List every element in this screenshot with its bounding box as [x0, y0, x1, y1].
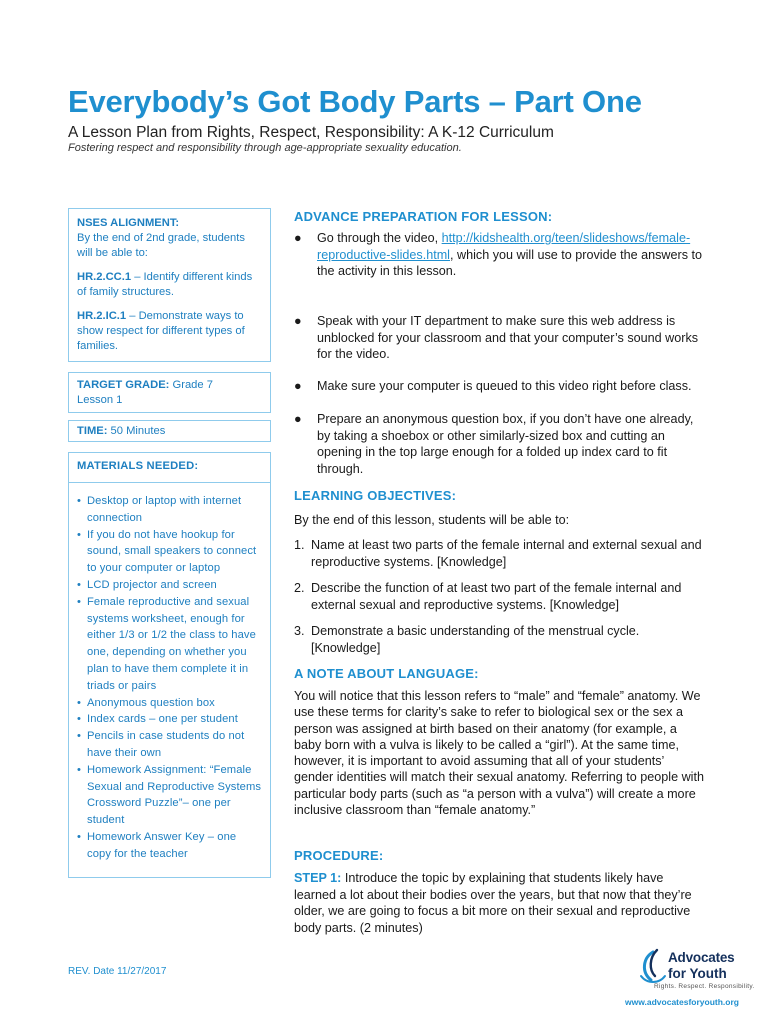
materials-item: • Female reproductive and sexual systems worksheet, enough for either 1/3 or 1/2 the class to have one, depending on whether you plan to have them complete it in triads or pairs [77, 594, 262, 695]
standard-text: – Demonstrate ways to show respect for different types of families. [77, 310, 245, 352]
logo-name: for Youth [668, 966, 727, 981]
objectives-heading: LEARNING OBJECTIVES: [294, 488, 457, 503]
advance-item [294, 411, 704, 477]
materials-list [77, 493, 262, 863]
objective-number: 3. [294, 624, 305, 638]
step-text: Introduce the topic by explaining that students likely have learned a lot about their bodies over the years, but that now that they’re older, we are going to focus a bit more on their sexual and reproductive body parts. (2 minutes) [294, 871, 692, 935]
materials-item: • Desktop or laptop with internet connection [77, 493, 262, 527]
nses-standard [77, 309, 262, 354]
materials-item: • Anonymous question box [77, 695, 262, 712]
advance-item-text: Go through the video, [317, 231, 442, 245]
language-heading: A NOTE ABOUT LANGUAGE: [294, 666, 479, 681]
time-value: 50 Minutes [107, 425, 166, 437]
advance-prep-heading: ADVANCE PREPARATION FOR LESSON: [294, 209, 553, 224]
materials-item: • Homework Answer Key – one copy for the teacher [77, 829, 262, 863]
objective-item [294, 623, 704, 656]
materials-box [68, 452, 271, 878]
standard-code: HR.2.IC.1 [77, 310, 127, 322]
objective-text: Describe the function of at least two part of the female internal and external sexual and reproductive systems. [Knowledge] [311, 581, 682, 612]
materials-item: • LCD projector and screen [77, 577, 262, 594]
objective-item [294, 537, 704, 570]
advance-item [294, 230, 704, 280]
nses-label: NSES ALIGNMENT: [77, 217, 180, 229]
bullet-icon: ● [294, 314, 302, 328]
lesson-number: Lesson 1 [77, 394, 123, 406]
time-box [68, 420, 271, 442]
target-grade-value: Grade 7 [169, 379, 213, 391]
page-subtitle: A Lesson Plan from Rights, Respect, Responsibility: A K-12 Curriculum [68, 124, 554, 141]
procedure-heading: PROCEDURE: [294, 848, 384, 863]
advance-item [294, 313, 704, 363]
logo-url: www.advocatesforyouth.org [625, 997, 739, 1007]
logo-name: Advocates [668, 950, 735, 965]
nses-standard [77, 270, 262, 300]
objective-item [294, 580, 704, 613]
standard-code: HR.2.CC.1 [77, 271, 132, 283]
bullet-icon: ● [294, 412, 302, 426]
time-label: TIME: [77, 425, 108, 437]
target-grade-box [68, 372, 271, 413]
objective-text: Name at least two parts of the female internal and external sexual and reproductive systems. [Knowledge] [311, 538, 702, 569]
target-grade-label: TARGET GRADE: [77, 379, 170, 391]
materials-item: • Homework Assignment: “Female Sexual and Reproductive Systems Crossword Puzzle”– one per student [77, 762, 262, 829]
objective-number: 2. [294, 581, 305, 595]
advance-item-text: Make sure your computer is queued to this video right before class. [317, 379, 692, 393]
objectives-intro: By the end of this lesson, students will be able to: [294, 513, 570, 527]
logo-tagline: Rights. Respect. Responsibility. [654, 983, 755, 990]
objective-number: 1. [294, 538, 305, 552]
page-title: Everybody’s Got Body Parts – Part One [68, 84, 642, 119]
materials-item: • Index cards – one per student [77, 711, 262, 728]
bullet-icon: ● [294, 379, 302, 393]
step-label: STEP 1: [294, 871, 342, 885]
bullet-icon: ● [294, 231, 302, 245]
advance-item-text: Speak with your IT department to make sure this web address is unblocked for your classroom and that your computer’s sound works for the video. [317, 314, 699, 361]
video-link[interactable]: http://kidshealth.org/teen/slideshows/female-reproductive-slides.html [317, 231, 691, 262]
advance-item-text: Prepare an anonymous question box, if you don’t have one already, by taking a shoebox or other similarly-sized box and cutting an opening in the top large enough for a folded up index card to fit through. [317, 412, 694, 476]
advance-item-text: , which you will use to provide the answers to the activity in this lesson. [317, 247, 702, 278]
materials-item: • Pencils in case students do not have their own [77, 728, 262, 762]
nses-intro: By the end of 2nd grade, students will be able to: [77, 232, 245, 259]
materials-divider [69, 482, 270, 483]
advance-item [294, 378, 704, 395]
procedure-step [294, 870, 704, 936]
objective-text: Demonstrate a basic understanding of the menstrual cycle. [Knowledge] [311, 624, 640, 655]
page-tagline: Fostering respect and responsibility through age-appropriate sexuality education. [68, 142, 462, 154]
materials-label: MATERIALS NEEDED: [77, 460, 199, 472]
nses-alignment-box [68, 208, 271, 362]
standard-text: – Identify different kinds of family structures. [77, 271, 253, 298]
revision-date: REV. Date 11/27/2017 [68, 966, 167, 977]
materials-item: • If you do not have hookup for sound, small speakers to connect to your computer or laptop [77, 527, 262, 577]
language-body: You will notice that this lesson refers to “male” and “female” anatomy. We use these terms for clarity’s sake to refer to biological sex or the sex a person was assigned at birth based on their anatomy (for example, a baby born with a vulva is likely to be called a “girl”). At the same time, however, it is important to avoid assuming that all of your students’ gender identities will match their sexual anatomy. Referring to people with particular body parts (such as “a person with a vulva”) will create a more inclusive classroom than “female anatomy.” [294, 689, 704, 818]
